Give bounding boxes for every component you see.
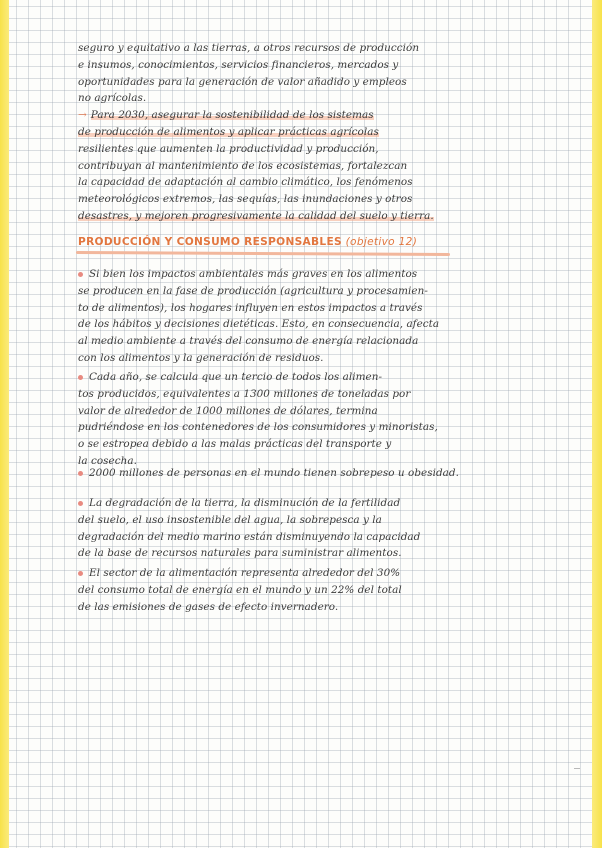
paragraph-line: o se estropea debido a las malas prácticas del transporte y bbox=[78, 438, 392, 451]
paragraph-line: pudriéndose en los contenedores de los consumidores y minoristas, bbox=[78, 421, 438, 434]
arrow-icon: → bbox=[78, 109, 87, 122]
paragraph-line: Cada año, se calcula que un tercio de todos los alimen- bbox=[89, 371, 383, 383]
bullet-dot-icon bbox=[78, 375, 83, 380]
paragraph-line: Si bien los impactos ambientales más graves en los alimentos bbox=[89, 268, 418, 280]
target-line: la capacidad de adaptación al cambio climático, los fenómenos bbox=[78, 176, 413, 189]
paragraph-line: La degradación de la tierra, la disminución de la fertilidad bbox=[89, 497, 401, 509]
paragraph-line: to de alimentos), los hogares influyen en estos impactos a través bbox=[78, 301, 423, 314]
paragraph-line: degradación del medio marino están disminuyendo la capacidad bbox=[78, 530, 421, 543]
left-yellow-edge bbox=[0, 0, 9, 848]
section-subtitle: (objetivo 12) bbox=[345, 236, 418, 248]
paragraph-line: de las emisiones de gases de efecto invernadero. bbox=[78, 600, 339, 613]
bullet-dot-icon bbox=[78, 272, 83, 277]
paragraph-line: tos producidos, equivalentes a 1300 millones de toneladas por bbox=[78, 387, 411, 400]
target-line: contribuyan al mantenimiento de los ecosistemas, fortalezcan bbox=[78, 159, 408, 172]
paragraph-line: de los hábitos y decisiones dietéticas. Esto, en consecuencia, afecta bbox=[78, 318, 440, 331]
target-line: desastres, y mejoren progresivamente la calidad del suelo y tierra. bbox=[78, 209, 434, 222]
intro-line: e insumos, conocimientos, servicios financieros, mercados y bbox=[78, 58, 399, 71]
section-title: PRODUCCIÓN Y CONSUMO RESPONSABLES bbox=[78, 236, 342, 248]
section-heading bbox=[78, 236, 498, 248]
bullet-dot-icon bbox=[78, 571, 83, 576]
paragraph-line: la cosecha. bbox=[78, 454, 137, 467]
intro-line: no agrícolas. bbox=[78, 92, 147, 105]
paragraph-line: de la base de recursos naturales para suministrar alimentos. bbox=[78, 547, 402, 560]
heading-underline bbox=[76, 251, 450, 256]
bullet-dot-icon bbox=[78, 471, 83, 476]
intro-line: seguro y equitativo a las tierras, a otros recursos de producción bbox=[78, 42, 420, 54]
target-line: de producción de alimentos y aplicar prácticas agrícolas bbox=[78, 125, 379, 138]
intro-line: oportunidades para la generación de valor añadido y empleos bbox=[78, 75, 407, 88]
target-line: resilientes que aumenten la productividad y producción, bbox=[78, 142, 379, 155]
paragraph-line: El sector de la alimentación representa alrededor del 30% bbox=[89, 567, 401, 579]
target-text: Para 2030, asegurar la sostenibilidad de los sistemas bbox=[90, 109, 374, 122]
paragraph-line: del consumo total de energía en el mundo y un 22% del total bbox=[78, 583, 402, 596]
bullet-paragraph bbox=[78, 266, 548, 367]
paragraph-line: con los alimentos y la generación de residuos. bbox=[78, 351, 324, 364]
paragraph-line: 2000 millones de personas en el mundo tienen sobrepeso u obesidad. bbox=[89, 467, 459, 479]
bullet-paragraph bbox=[78, 465, 548, 482]
pencil-mark bbox=[574, 768, 580, 769]
paragraph-line: se producen en la fase de producción (agricultura y procesamien- bbox=[78, 284, 428, 297]
right-yellow-edge bbox=[592, 0, 602, 848]
paragraph-line: del suelo, el uso insostenible del agua, la sobrepesca y la bbox=[78, 513, 382, 526]
bullet-paragraph bbox=[78, 369, 548, 470]
paragraph-line: al medio ambiente a través del consumo de energía relacionada bbox=[78, 335, 419, 348]
bullet-dot-icon bbox=[78, 501, 83, 506]
paragraph-line: valor de alrededor de 1000 millones de dólares, termina bbox=[78, 404, 378, 417]
target-line: meteorológicos extremos, las sequías, las inundaciones y otros bbox=[78, 193, 413, 206]
target-line bbox=[78, 107, 548, 124]
bullet-paragraph bbox=[78, 495, 548, 562]
bullet-paragraph bbox=[78, 565, 548, 615]
intro-block bbox=[78, 40, 548, 225]
